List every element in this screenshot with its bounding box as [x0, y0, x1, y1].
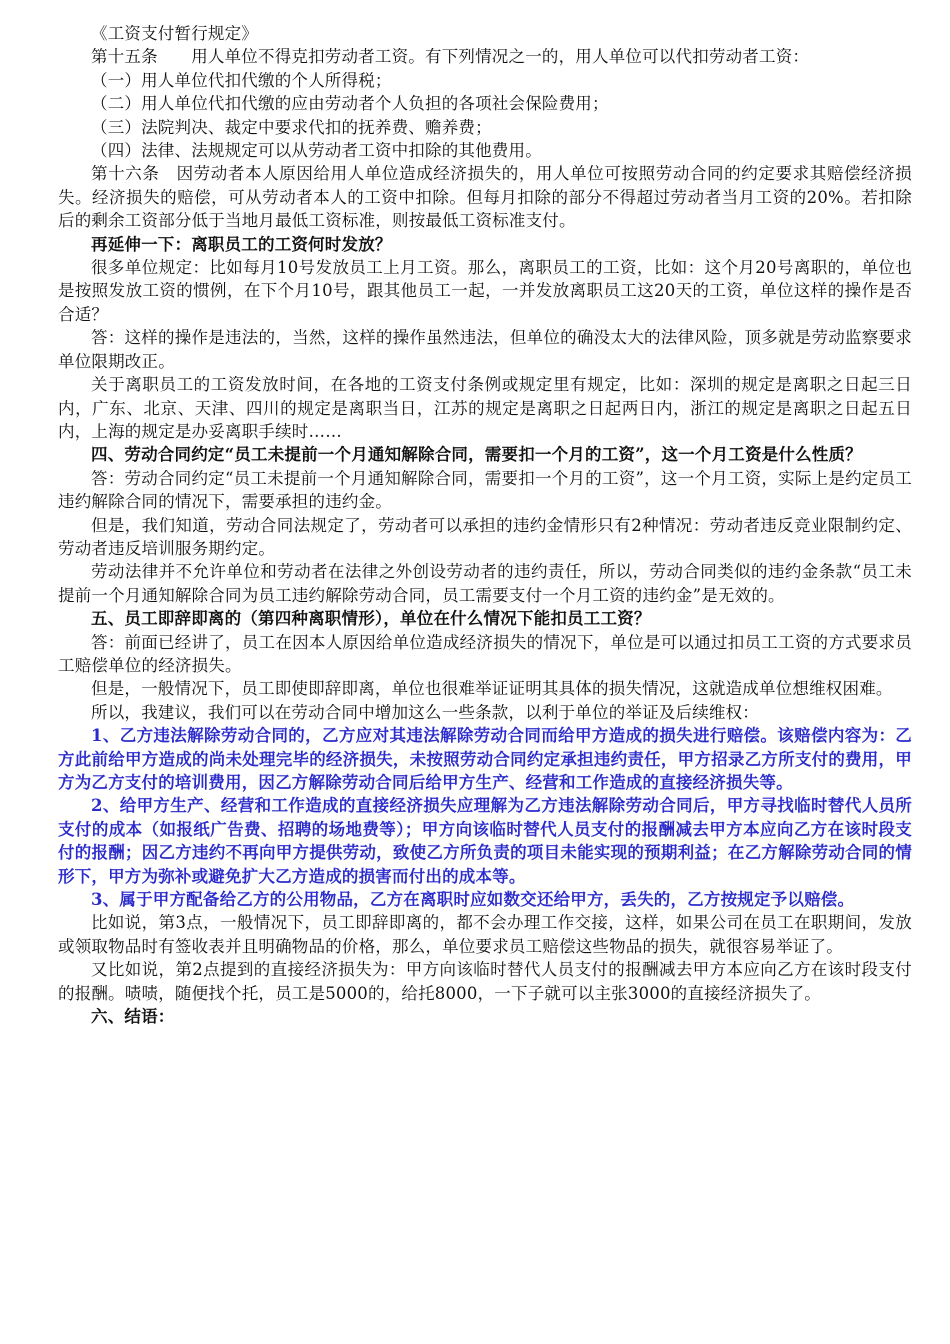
paragraph: 答：这样的操作是违法的，当然，这样的操作虽然违法，但单位的确没太大的法律风险，顶多就是劳动监察要求单位限期改正。: [58, 328, 912, 371]
paragraph: 很多单位规定：比如每月10号发放员工上月工资。那么，离职员工的工资，比如：这个月20号离职的，单位也是按照发放工资的惯例，在下个月10号，跟其他员工一起，一并发放离职员工这20天的工资，单位这样的操作是否合适？: [58, 258, 912, 324]
paragraph: 但是，我们知道，劳动合同法规定了，劳动者可以承担的违约金情形只有2种情况：劳动者违反竞业限制约定、劳动者违反培训服务期约定。: [58, 515, 912, 558]
section-heading-6: 六、结语：: [91, 1007, 175, 1027]
paragraph: 但是，一般情况下，员工即使即辞即离，单位也很难举证证明其具体的损失情况，这就造成单位想维权困难。: [91, 679, 893, 699]
contract-clause-2: 2、给甲方生产、经营和工作造成的直接经济损失应理解为乙方违法解除劳动合同后，甲方寻找临时替代人员所支付的成本（如报纸广告费、招聘的场地费等）；甲方向该临时替代人员支付的报酬减去甲方本应向乙方在该时段支付的报酬；因乙方违约不再向甲方提供劳动，致使乙方所负责的项目未能实现的预期利益；在乙方解除劳动合同的情形下，甲方为弥补或避免扩大乙方造成的损害而付出的成本等。: [58, 796, 912, 886]
section-heading-extension: 再延伸一下：离职员工的工资何时发放？: [91, 234, 392, 254]
list-item-2: （二）用人单位代扣代缴的应由劳动者个人负担的各项社会保险费用；: [91, 94, 609, 114]
article-15: 第十五条 用人单位不得克扣劳动者工资。有下列情况之一的，用人单位可以代扣劳动者工资：: [91, 47, 810, 67]
law-title: 《工资支付暂行规定》: [91, 24, 258, 43]
list-item-4: （四）法律、法规规定可以从劳动者工资中扣除的其他费用。: [91, 141, 542, 161]
section-heading-5: 五、员工即辞即离的（第四种离职情形），单位在什么情况下能扣员工工资？: [91, 609, 651, 629]
paragraph: 关于离职员工的工资发放时间，在各地的工资支付条例或规定里有规定，比如：深圳的规定是离职之日起三日内，广东、北京、天津、四川的规定是离职当日，江苏的规定是离职之日起两日内，浙江的规定是离职之日起五日内，上海的规定是办妥离职手续时……: [58, 375, 912, 441]
paragraph: 又比如说，第2点提到的直接经济损失为：甲方向该临时替代人员支付的报酬减去甲方本应向乙方在该时段支付的报酬。啧啧，随便找个托，员工是5000的，给托8000，一下子就可以主张3000的直接经济损失了。: [58, 960, 912, 1003]
article-16: 第十六条 因劳动者本人原因给用人单位造成经济损失的，用人单位可按照劳动合同的约定要求其赔偿经济损失。经济损失的赔偿，可从劳动者本人的工资中扣除。但每月扣除的部分不得超过劳动者当月工资的20%。若扣除后的剩余工资部分低于当地月最低工资标准，则按最低工资标准支付。: [58, 164, 912, 231]
paragraph: 比如说，第3点，一般情况下，员工即辞即离的，都不会办理工作交接，这样，如果公司在员工在职期间，发放或领取物品时有签收表并且明确物品的价格，那么，单位要求员工赔偿这些物品的损失，就很容易举证了。: [58, 913, 912, 956]
section-heading-4: 四、劳动合同约定“员工未提前一个月通知解除合同，需要扣一个月的工资”，这一个月工资是什么性质？: [91, 445, 862, 465]
paragraph: 劳动法律并不允许单位和劳动者在法律之外创设劳动者的违约责任，所以，劳动合同类似的违约金条款“员工未提前一个月通知解除合同为员工违约解除劳动合同，员工需要支付一个月工资的违约金”是无效的。: [58, 562, 912, 605]
list-item-1: （一）用人单位代扣代缴的个人所得税；: [91, 70, 392, 90]
paragraph: 答：前面已经讲了，员工在因本人原因给单位造成经济损失的情况下，单位是可以通过扣员工工资的方式要求员工赔偿单位的经济损失。: [58, 632, 912, 675]
contract-clause-3: 3、属于甲方配备给乙方的公用物品，乙方在离职时应如数交还给甲方，丢失的，乙方按规定予以赔偿。: [91, 890, 855, 910]
paragraph: 所以，我建议，我们可以在劳动合同中增加这么一些条款，以利于单位的举证及后续维权：: [91, 702, 759, 722]
contract-clause-1: 1、乙方违法解除劳动合同的，乙方应对其违法解除劳动合同而给甲方造成的损失进行赔偿。该赔偿内容为：乙方此前给甲方造成的尚未处理完毕的经济损失，未按照劳动合同约定承担违约责任，甲方招录乙方所支付的费用，甲方为乙方支付的培训费用，因乙方解除劳动合同后给甲方生产、经营和工作造成的直接经济损失等。: [58, 726, 912, 792]
paragraph: 答：劳动合同约定“员工未提前一个月通知解除合同，需要扣一个月的工资”，这一个月工资，实际上是约定员工违约解除合同的情况下，需要承担的违约金。: [58, 468, 912, 512]
list-item-3: （三）法院判决、裁定中要求代扣的抚养费、赡养费；: [91, 117, 492, 137]
